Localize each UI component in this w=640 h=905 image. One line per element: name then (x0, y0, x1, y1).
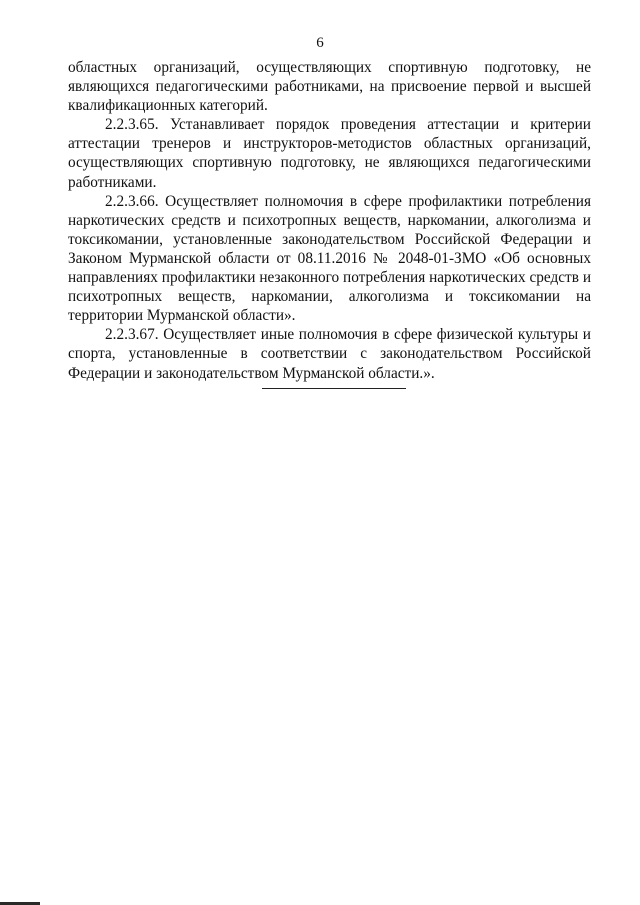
paragraph-2-2-3-66: 2.2.3.66. Осуществляет полномочия в сфере профилактики потребления наркотических средств и психотропных веществ, наркомании, алкоголизма и токсикомании, установленные законодательством Российской Федерации и Законом Мурманской области от 08.11.2016 № 2048-01-ЗМО «Об основных направлениях профилактики незаконного потребления наркотических средств и психотропных веществ, наркомании, алкоголизма и токсикомании на территории Мурманской области». (68, 192, 591, 325)
end-separator-line (262, 388, 406, 389)
paragraph-2-2-3-65: 2.2.3.65. Устанавливает порядок проведения аттестации и критерии аттестации тренеров и инструкторов-методистов областных организаций, осуществляющих спортивную подготовку, не являющихся педагогическими работниками. (68, 116, 591, 191)
document-body (68, 58, 591, 383)
page-number: 6 (316, 35, 324, 51)
paragraph-continuation: областных организаций, осуществляющих спортивную подготовку, не являющихся педагогическими работниками, на присвоение первой и высшей квалификационных категорий. (68, 59, 591, 115)
paragraph-2-2-3-67: 2.2.3.67. Осуществляет иные полномочия в сфере физической культуры и спорта, установленные в соответствии с законодательством Российской Федерации и законодательством Мурманской области.». (68, 326, 591, 382)
